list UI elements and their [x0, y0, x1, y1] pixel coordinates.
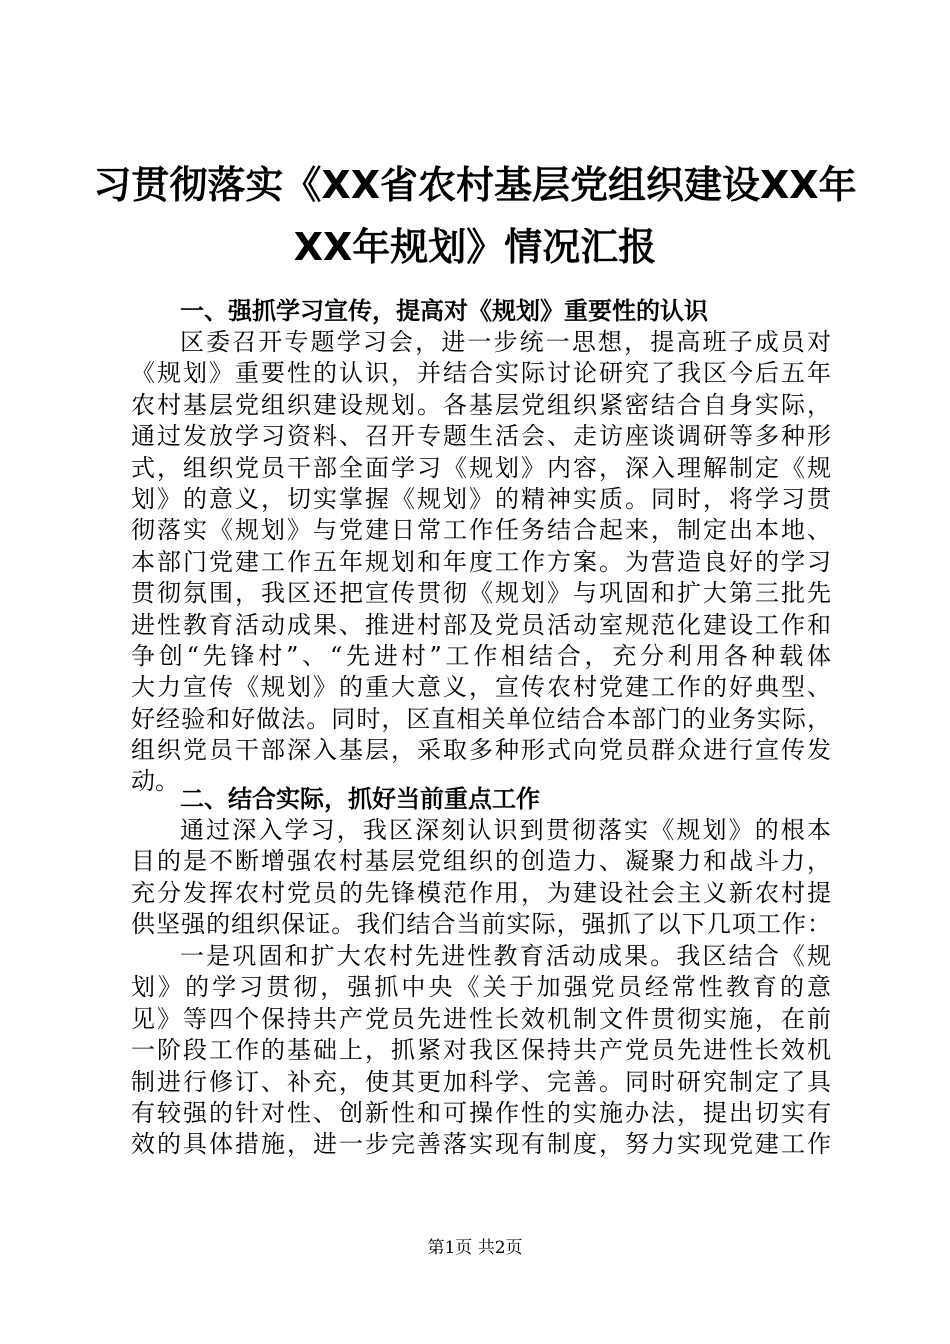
paragraph-line: 式，组织党员干部全面学习《规划》内容，深入理解制定《规	[131, 453, 831, 482]
paragraph-line: 组织党员干部深入基层，采取多种形式向党员群众进行宣传发	[131, 736, 831, 765]
paragraph-line: 彻落实《规划》与党建日常工作任务结合起来，制定出本地、	[131, 516, 831, 545]
paragraph-line: 效的具体措施，进一步完善落实现有制度，努力实现党建工作	[131, 1130, 831, 1159]
section-1-paragraph-1	[131, 327, 831, 798]
document-title-line-2: XX年规划》情况汇报	[293, 225, 657, 269]
paragraph-line: 充分发挥农村党员的先锋模范作用，为建设社会主义新农村提	[131, 878, 831, 907]
paragraph-line: 有较强的针对性、创新性和可操作性的实施办法，提出切实有	[131, 1098, 831, 1127]
paragraph-line: 划》的意义，切实掌握《规划》的精神实质。同时，将学习贯	[131, 484, 831, 513]
section-2-paragraph-1	[131, 815, 831, 941]
paragraph-line: 见》等四个保持共产党员先进性长效机制文件贯彻实施，在前	[131, 1004, 831, 1033]
paragraph-line: 通过发放学习资料、召开专题生活会、走访座谈调研等多种形	[131, 422, 831, 451]
paragraph-line: 农村基层党组织建设规划。各基层党组织紧密结合自身实际，	[131, 390, 831, 419]
section-heading-1: 一、强抓学习宣传，提高对《规划》重要性的认识	[180, 297, 708, 325]
paragraph-line: 一阶段工作的基础上，抓紧对我区保持共产党员先进性长效机	[131, 1036, 831, 1065]
paragraph-line: 供坚强的组织保证。我们结合当前实际，强抓了以下几项工作：	[131, 910, 831, 939]
paragraph-line: 贯彻氛围，我区还把宣传贯彻《规划》与巩固和扩大第三批先	[131, 579, 831, 608]
paragraph-line: 争创“先锋村”、“先进村”工作相结合，充分利用各种载体	[131, 641, 831, 670]
paragraph-line: 动。	[131, 767, 179, 796]
paragraph-line: 好经验和好做法。同时，区直相关单位结合本部门的业务实际，	[131, 704, 831, 733]
document-title-line-1: 习贯彻落实《XX省农村基层党组织建设XX年	[93, 163, 857, 207]
paragraph-line: 大力宣传《规划》的重大意义，宣传农村党建工作的好典型、	[131, 673, 831, 702]
paragraph-line: 制进行修订、补充，使其更加科学、完善。同时研究制定了具	[131, 1067, 831, 1096]
section-2-paragraph-2	[131, 941, 831, 1161]
paragraph-line: 通过深入学习，我区深刻认识到贯彻落实《规划》的根本	[180, 816, 831, 844]
paragraph-line: 本部门党建工作五年规划和年度工作方案。为营造良好的学习	[131, 547, 831, 576]
page-footer: 第1页 共2页	[427, 1238, 523, 1258]
paragraph-line: 划》的学习贯彻，强抓中央《关于加强党员经常性教育的意	[131, 973, 831, 1002]
paragraph-line: 目的是不断增强农村基层党组织的创造力、凝聚力和战斗力，	[131, 847, 831, 876]
section-heading-2: 二、结合实际，抓好当前重点工作	[180, 785, 540, 813]
paragraph-line: 一是巩固和扩大农村先进性教育活动成果。我区结合《规	[180, 942, 831, 970]
paragraph-line: 《规划》重要性的认识，并结合实际讨论研究了我区今后五年	[131, 359, 831, 388]
paragraph-line: 区委召开专题学习会，进一步统一思想，提高班子成员对	[180, 328, 831, 356]
paragraph-line: 进性教育活动成果、推进村部及党员活动室规范化建设工作和	[131, 610, 831, 639]
